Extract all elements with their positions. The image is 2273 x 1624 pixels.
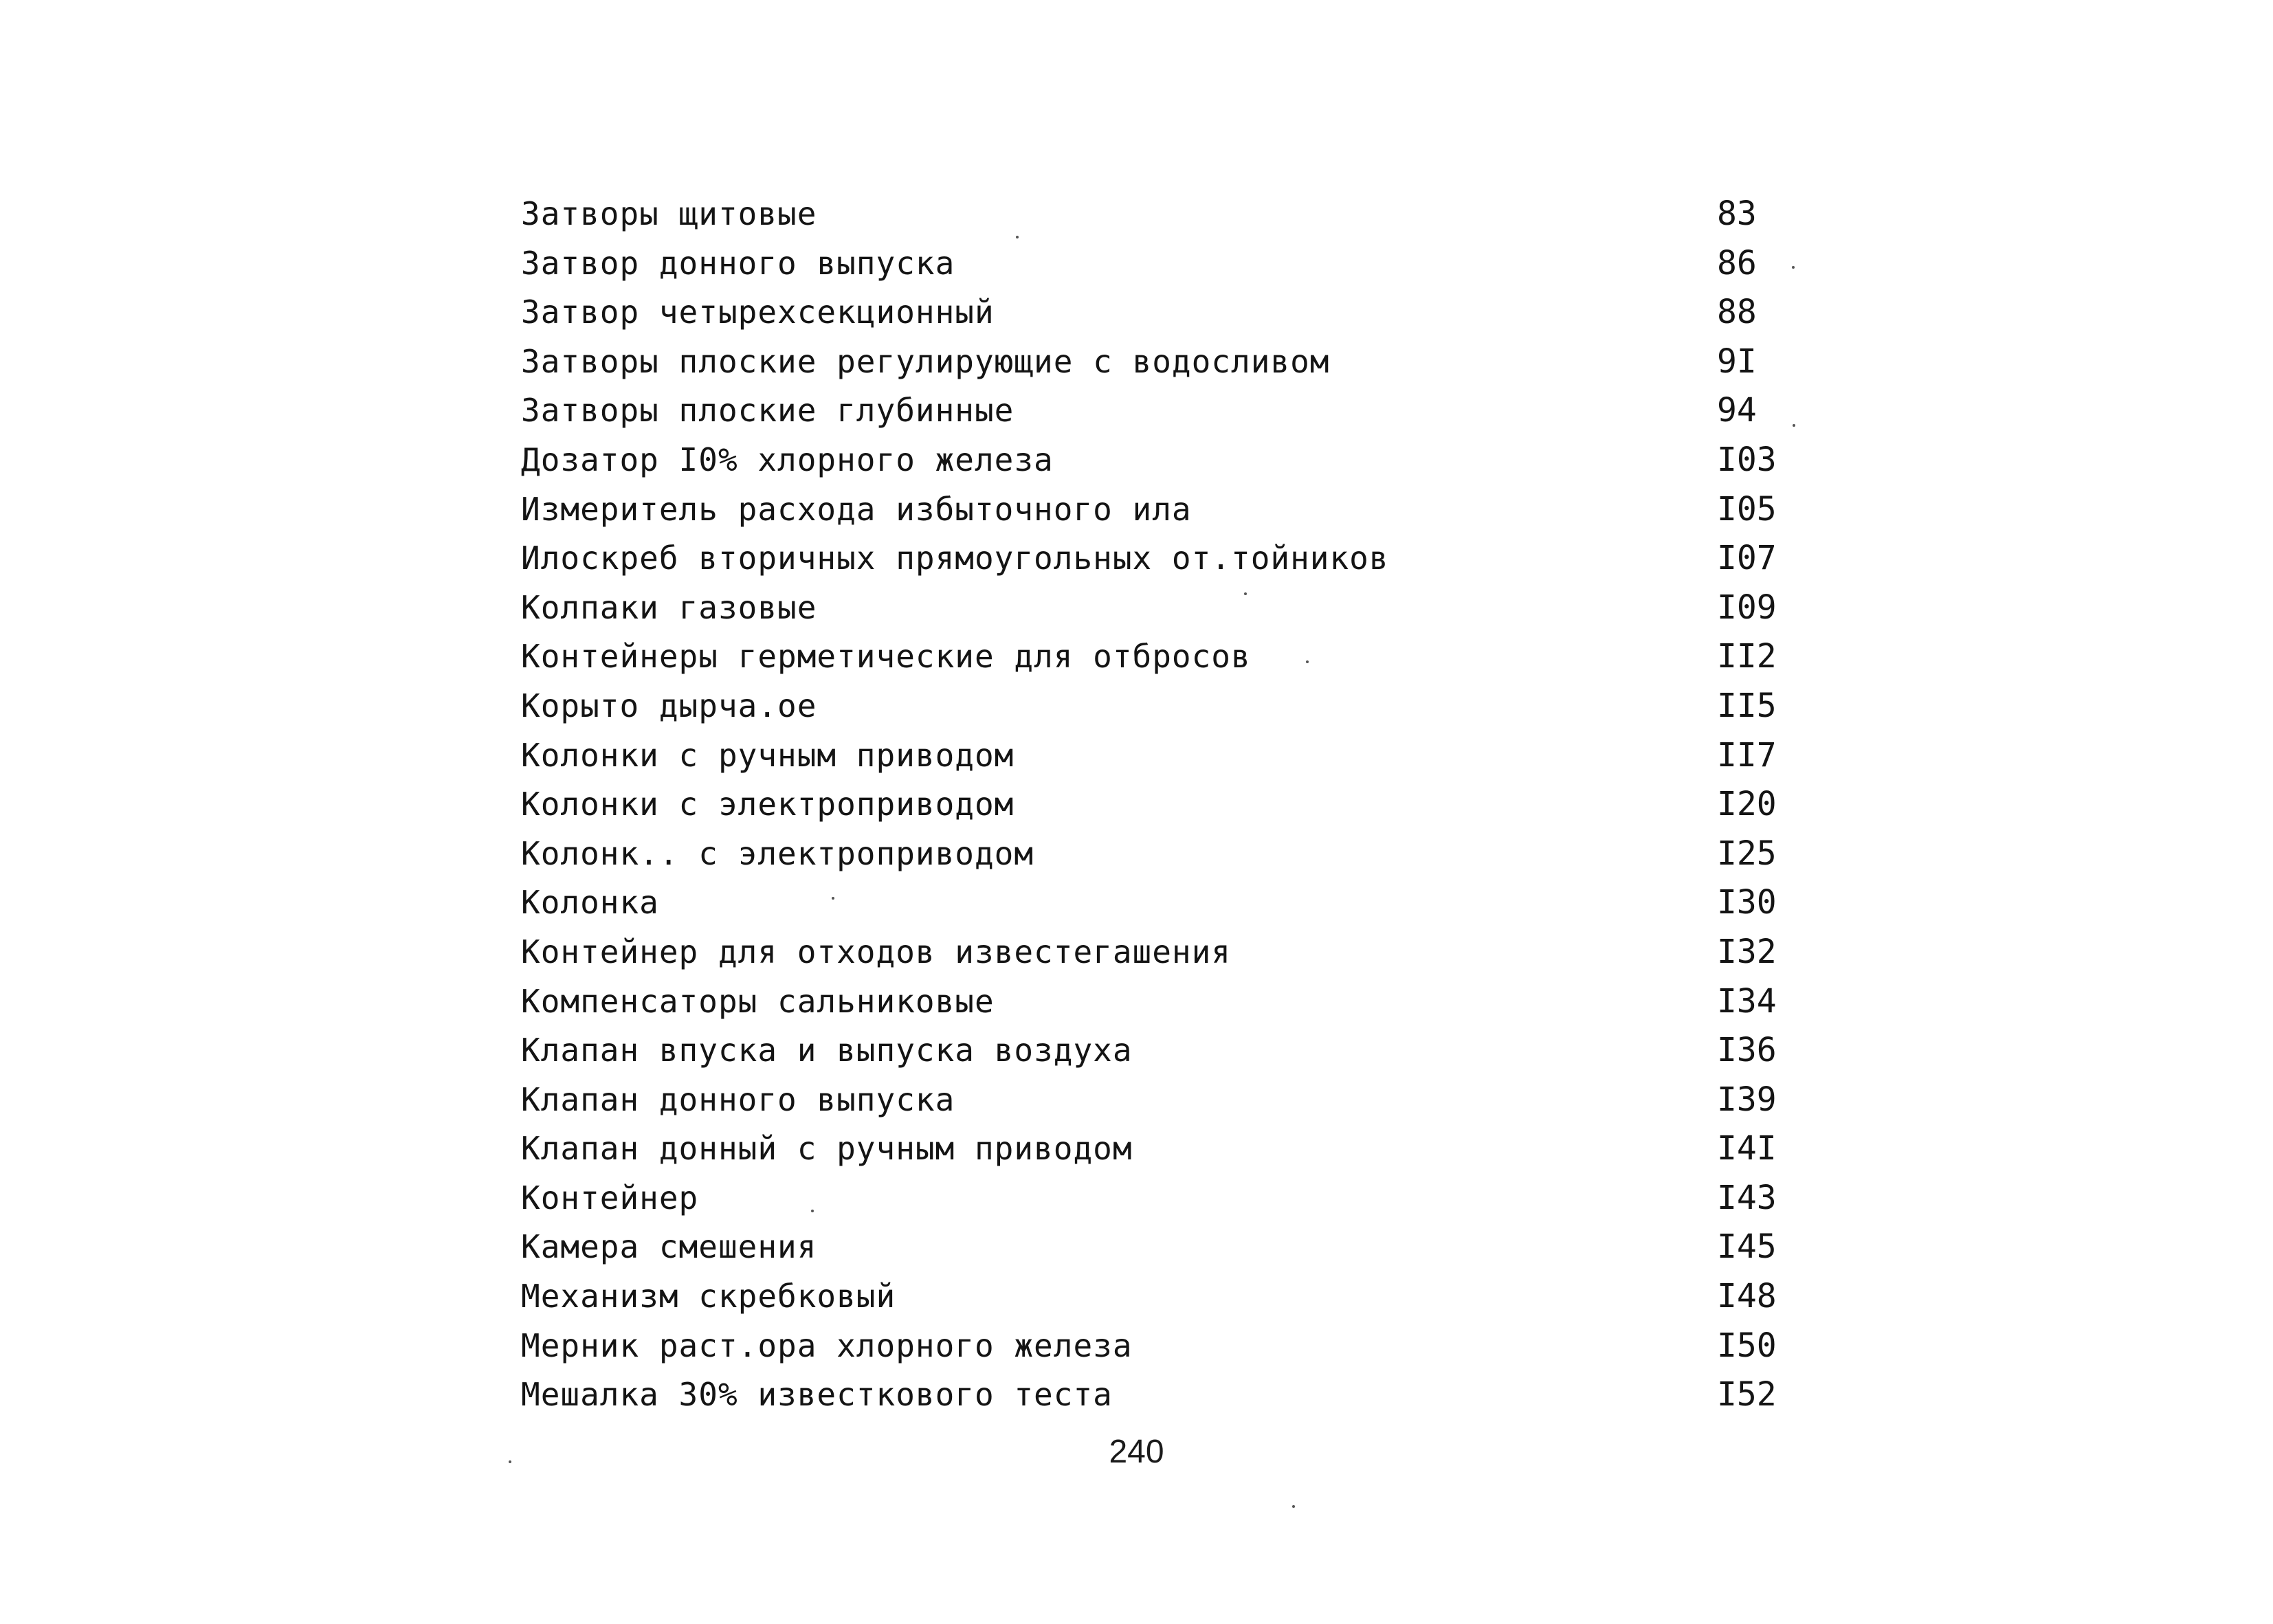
scan-speck (1793, 424, 1795, 427)
toc-entry (521, 928, 1799, 977)
toc-entry-title: Затворы щитовые (521, 195, 817, 232)
toc-entry (521, 534, 1799, 583)
toc-entry-title: Измеритель расхода избыточного ила (521, 490, 1192, 528)
toc-entry-page: I20 (1717, 785, 1777, 824)
toc-entry (521, 1272, 1799, 1322)
toc-entry-page: II7 (1717, 735, 1777, 775)
toc-entry-title: Компенсаторы сальниковые (521, 982, 995, 1020)
toc-entry (521, 780, 1799, 830)
toc-entry-page: 88 (1717, 293, 1757, 332)
toc-entry (521, 632, 1799, 682)
toc-entry-title: Колонка (521, 884, 659, 922)
toc-entry-page: I30 (1717, 883, 1777, 922)
toc-entry-page: I34 (1717, 981, 1777, 1021)
toc-entry (521, 583, 1799, 633)
toc-entry-title: Колонк.. с электроприводом (521, 834, 1034, 872)
toc-entry-title: Контейнеры герметические для отбросов (521, 638, 1251, 676)
toc-entry-page: I32 (1717, 932, 1777, 971)
toc-entry-title: Контейнер (521, 1179, 699, 1216)
toc-entry (521, 190, 1799, 239)
toc-entry (521, 1174, 1799, 1223)
toc-entry (521, 1223, 1799, 1272)
scan-speck (1306, 660, 1309, 663)
scan-speck (1244, 592, 1247, 595)
toc-entry-title: Затворы плоские глубинные (521, 392, 1014, 430)
toc-entry (521, 830, 1799, 879)
toc-entry-page: II5 (1717, 686, 1777, 725)
scan-speck (509, 1460, 511, 1463)
toc-entry-page: I25 (1717, 834, 1777, 873)
toc-entry-title: Затвор четырехсекционный (521, 293, 995, 331)
toc-entry-title: Контейнер для отходов известегашения (521, 933, 1231, 970)
toc-entry (521, 485, 1799, 535)
toc-entry-page: I09 (1717, 588, 1777, 627)
scan-speck (832, 897, 834, 900)
table-of-contents (521, 190, 1799, 1420)
toc-entry (521, 1076, 1799, 1125)
toc-entry (521, 337, 1799, 387)
toc-entry (521, 288, 1799, 337)
toc-entry-title: Мерник раст.ора хлорного железа (521, 1326, 1133, 1364)
toc-entry-title: Колонки с ручным приводом (521, 736, 1014, 774)
toc-entry-page: I50 (1717, 1326, 1777, 1365)
toc-entry-title: Корыто дырча.ое (521, 687, 817, 724)
toc-entry-title: Клапан впуска и выпуска воздуха (521, 1032, 1133, 1069)
toc-entry-title: Дозатор I0% хлорного железа (521, 441, 1054, 478)
toc-entry-page: 9I (1717, 342, 1757, 381)
toc-entry-page: II2 (1717, 637, 1777, 676)
toc-entry (521, 1370, 1799, 1420)
toc-entry-page: I39 (1717, 1080, 1777, 1119)
page-number: 240 (1109, 1434, 1164, 1470)
toc-entry-title: Затворы плоские регулирующие с водосливом (521, 342, 1330, 380)
toc-entry (521, 1026, 1799, 1076)
scan-speck (1792, 266, 1795, 269)
toc-entry (521, 977, 1799, 1027)
toc-entry (521, 682, 1799, 731)
toc-entry (521, 436, 1799, 485)
scan-speck (1292, 1505, 1295, 1508)
toc-entry-page: 94 (1717, 391, 1757, 430)
toc-entry-page: 83 (1717, 194, 1757, 233)
toc-entry-page: I45 (1717, 1227, 1777, 1267)
toc-entry-title: Клапан донного выпуска (521, 1080, 955, 1118)
toc-entry (521, 1322, 1799, 1371)
toc-entry-page: I03 (1717, 440, 1777, 479)
toc-entry-page: I48 (1717, 1277, 1777, 1316)
toc-entry-title: Камера смешения (521, 1228, 817, 1266)
toc-entry-page: I07 (1717, 539, 1777, 578)
toc-entry-title: Механизм скребковый (521, 1278, 896, 1315)
toc-entry-title: Илоскреб вторичных прямоугольных от.тойников (521, 540, 1389, 577)
scan-speck (1016, 236, 1019, 238)
toc-entry-page: 86 (1717, 243, 1757, 282)
toc-entry (521, 239, 1799, 289)
toc-entry-title: Затвор донного выпуска (521, 244, 955, 282)
toc-entry-title: Мешалка 30% известкового теста (521, 1376, 1113, 1414)
toc-entry (521, 878, 1799, 928)
toc-entry-page: I4I (1717, 1129, 1777, 1168)
toc-entry-title: Колонки с электроприводом (521, 786, 1014, 823)
scan-speck (811, 1210, 814, 1212)
toc-entry-page: I05 (1717, 489, 1777, 529)
toc-entry-page: I36 (1717, 1031, 1777, 1070)
toc-entry-page: I52 (1717, 1375, 1777, 1414)
toc-entry-title: Колпаки газовые (521, 588, 817, 626)
toc-entry-title: Клапан донный с ручным приводом (521, 1130, 1133, 1168)
toc-entry-page: I43 (1717, 1178, 1777, 1217)
toc-entry (521, 386, 1799, 436)
toc-entry (521, 731, 1799, 781)
toc-entry (521, 1124, 1799, 1174)
